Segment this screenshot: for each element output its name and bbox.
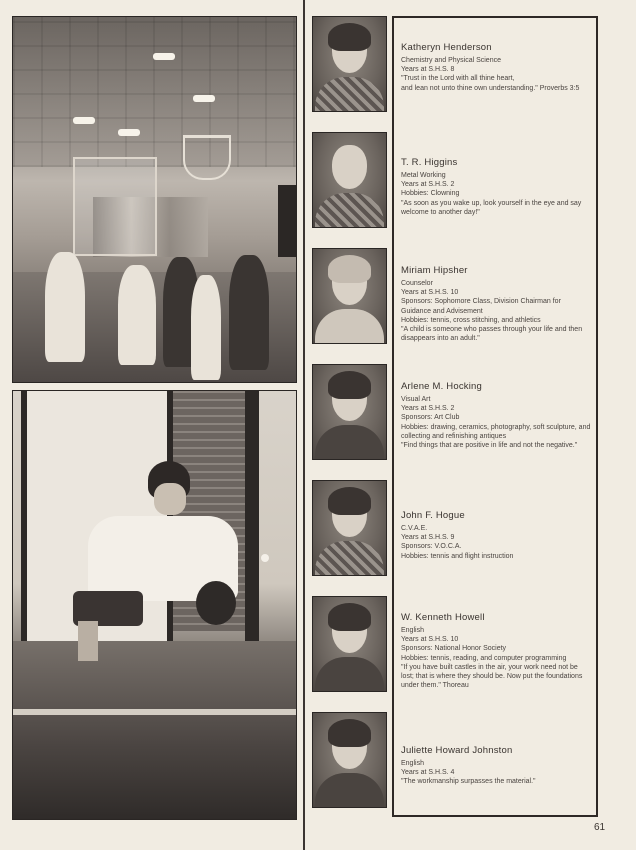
faculty-entry xyxy=(401,612,591,690)
faculty-name: John F. Hogue xyxy=(401,510,465,521)
faculty-detail: Years at S.H.S. 8 xyxy=(401,66,455,74)
faculty-name: Arlene M. Hocking xyxy=(401,381,483,392)
player-face xyxy=(154,483,186,515)
portrait-juliette-johnston xyxy=(312,712,387,808)
table-edge xyxy=(13,709,296,715)
portrait-arlene-hocking xyxy=(312,364,387,460)
ping-pong-photo xyxy=(12,390,297,820)
faculty-name: W. Kenneth Howell xyxy=(401,612,485,623)
faculty-detail: Sponsors: Sophomore Class, Division Chairman for Guidance and Advisement xyxy=(401,298,561,315)
ceiling-light xyxy=(193,95,215,102)
page-number: 61 xyxy=(594,822,606,833)
faculty-detail: English xyxy=(401,627,424,634)
portrait-hair xyxy=(328,23,371,51)
portrait-hair xyxy=(328,719,371,747)
portrait-body xyxy=(315,193,384,228)
faculty-detail: Hobbies: drawing, ceramics, photography, soft sculpture, and collecting and refinishing antiques xyxy=(401,423,591,440)
faculty-detail: Hobbies: Clowning xyxy=(401,190,460,198)
portrait-body xyxy=(315,425,384,460)
portrait-john-hogue xyxy=(312,480,387,576)
player-figure xyxy=(118,265,156,365)
portrait-hair xyxy=(328,371,371,399)
player-leg xyxy=(78,621,98,661)
portrait-hair xyxy=(328,487,371,515)
faculty-detail: Years at S.H.S. 2 xyxy=(401,405,455,413)
faculty-detail: Hobbies: tennis, cross stitching, and athletics xyxy=(401,316,541,324)
faculty-detail: Years at S.H.S. 10 xyxy=(401,289,459,297)
player-figure xyxy=(191,275,221,380)
faculty-detail: Metal Working xyxy=(401,172,446,179)
portrait-body xyxy=(315,773,384,808)
faculty-detail: "As soon as you wake up, look yourself in the eye and say welcome to another day!" xyxy=(401,199,582,216)
faculty-detail: Counselor xyxy=(401,280,433,287)
faculty-detail: Years at S.H.S. 2 xyxy=(401,181,455,189)
faculty-detail: and lean not unto thine own understanding." Proverbs 3:5 xyxy=(401,84,580,92)
portrait-hair xyxy=(328,255,371,283)
faculty-name: Miriam Hipsher xyxy=(401,265,468,276)
faculty-entry xyxy=(401,745,591,787)
faculty-detail: Chemistry and Physical Science xyxy=(401,57,501,64)
player-figure xyxy=(229,255,269,370)
portrait-hair xyxy=(328,139,371,167)
portrait-hair xyxy=(328,603,371,631)
ping-pong-paddle xyxy=(196,581,236,625)
faculty-detail: Sponsors: National Honor Society xyxy=(401,645,507,653)
faculty-detail: "Trust in the Lord with all thine heart, xyxy=(401,75,515,83)
faculty-entry xyxy=(401,265,591,343)
ceiling-light xyxy=(118,129,140,136)
ping-pong-player xyxy=(68,461,238,661)
faculty-detail: Years at S.H.S. 9 xyxy=(401,534,455,542)
portrait-body xyxy=(315,309,384,344)
ping-pong-table xyxy=(13,641,296,819)
door-frame xyxy=(245,391,259,641)
faculty-detail: Years at S.H.S. 10 xyxy=(401,636,459,644)
faculty-detail: "The workmanship surpasses the material." xyxy=(401,778,536,786)
faculty-detail: Sponsors: Art Club xyxy=(401,414,460,422)
faculty-detail: "Find things that are positive in life and not the negative." xyxy=(401,442,578,450)
faculty-detail: "If you have built castles in the air, your work need not be lost; that is where they should be. Now put the foundations under them." Thoreau xyxy=(401,663,583,690)
portrait-t-r-higgins xyxy=(312,132,387,228)
portrait-katheryn-henderson xyxy=(312,16,387,112)
faculty-entry xyxy=(401,381,591,450)
portrait-body xyxy=(315,541,384,576)
faculty-detail: Hobbies: tennis, reading, and computer programming xyxy=(401,654,567,662)
gym-ceiling xyxy=(13,17,296,167)
ceiling-light xyxy=(153,53,175,60)
faculty-detail: English xyxy=(401,760,424,767)
portrait-kenneth-howell xyxy=(312,596,387,692)
faculty-detail: Visual Art xyxy=(401,396,431,403)
faculty-entry xyxy=(401,157,591,217)
faculty-entry xyxy=(401,42,591,93)
faculty-name: Juliette Howard Johnston xyxy=(401,745,513,756)
faculty-detail: Hobbies: tennis and flight instruction xyxy=(401,552,514,560)
ping-pong-ball xyxy=(261,554,269,562)
faculty-detail: Years at S.H.S. 4 xyxy=(401,769,455,777)
basketball-hoop xyxy=(183,135,231,180)
faculty-detail: "A child is someone who passes through your life and then disappears into an adult." xyxy=(401,326,583,343)
faculty-name: T. R. Higgins xyxy=(401,157,458,168)
portrait-miriam-hipsher xyxy=(312,248,387,344)
portrait-body xyxy=(315,657,384,692)
faculty-detail: C.V.A.E. xyxy=(401,525,428,532)
gym-basketball-photo xyxy=(12,16,297,383)
ceiling-light xyxy=(73,117,95,124)
column-divider xyxy=(303,0,305,850)
faculty-detail: Sponsors: V.O.C.A. xyxy=(401,543,462,551)
player-figure xyxy=(45,252,85,362)
basketball-backboard xyxy=(73,157,157,256)
scoreboard xyxy=(278,185,297,257)
faculty-name: Katheryn Henderson xyxy=(401,42,492,53)
faculty-entry xyxy=(401,510,591,561)
portrait-body xyxy=(315,77,384,112)
